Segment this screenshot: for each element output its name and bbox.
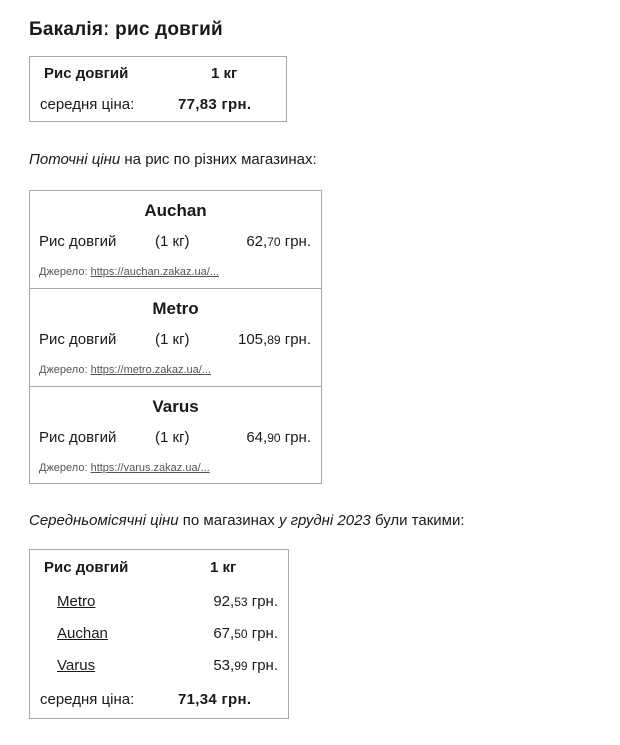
store-product: Рис довгий <box>39 331 117 348</box>
price-currency: грн. <box>280 331 311 348</box>
store-card-varus <box>30 386 321 483</box>
store-unit: (1 кг) <box>155 233 190 250</box>
price-dec: 50 <box>234 627 248 641</box>
price-dec: 89 <box>267 333 281 347</box>
price-int: 64, <box>246 429 268 446</box>
price-int: 67, <box>213 625 235 642</box>
monthly-unit: 1 кг <box>210 559 237 576</box>
store-card-auchan <box>30 191 321 288</box>
current-prices-intro <box>29 151 317 168</box>
source-link[interactable]: https://metro.zakaz.ua/... <box>90 364 212 376</box>
price-int: 105, <box>238 331 268 348</box>
monthly-intro-end: були такими: <box>370 512 465 529</box>
summary-avg-value: 77,83 грн. <box>178 96 252 113</box>
monthly-intro-italic2: у грудні 2023 <box>278 512 371 529</box>
source-label: Джерело: <box>39 266 91 278</box>
monthly-prices-intro <box>29 512 465 529</box>
source-label: Джерело: <box>39 364 91 376</box>
monthly-intro-mid: по магазинах <box>178 512 279 529</box>
store-unit: (1 кг) <box>155 331 190 348</box>
store-source <box>39 462 210 474</box>
source-link[interactable]: https://auchan.zakaz.ua/... <box>90 266 219 278</box>
price-currency: грн. <box>247 657 278 674</box>
intro-rest: на рис по різних магазинах: <box>120 151 317 168</box>
price-currency: грн. <box>247 593 278 610</box>
monthly-store-link[interactable]: Varus <box>57 657 96 674</box>
price-currency: грн. <box>280 429 311 446</box>
price-int: 62, <box>246 233 268 250</box>
summary-table <box>29 56 287 122</box>
price-int: 92, <box>213 593 235 610</box>
summary-product: Рис довгий <box>44 65 129 82</box>
monthly-table <box>29 549 289 719</box>
price-currency: грн. <box>280 233 311 250</box>
store-name: Varus <box>152 397 199 416</box>
source-label: Джерело: <box>39 462 91 474</box>
monthly-avg-label: середня ціна: <box>40 691 135 708</box>
monthly-price <box>213 657 278 674</box>
price-dec: 70 <box>267 235 281 249</box>
store-name: Auchan <box>144 201 207 220</box>
monthly-price <box>213 625 278 642</box>
monthly-store-link[interactable]: Auchan <box>57 625 108 642</box>
intro-italic: Поточні ціни <box>29 151 121 168</box>
price-dec: 90 <box>267 431 281 445</box>
monthly-intro-italic1: Середньомісячні ціни <box>29 512 179 529</box>
price-dec: 99 <box>234 659 248 673</box>
source-link[interactable]: https://varus.zakaz.ua/... <box>90 462 210 474</box>
store-name: Metro <box>152 299 199 318</box>
stores-table <box>29 190 322 484</box>
store-source <box>39 364 211 376</box>
store-card-metro <box>30 288 321 385</box>
store-source <box>39 266 219 278</box>
store-price <box>238 331 311 348</box>
store-price <box>246 429 311 446</box>
summary-avg-label: середня ціна: <box>40 96 135 113</box>
monthly-price <box>213 593 278 610</box>
store-product: Рис довгий <box>39 233 117 250</box>
store-product: Рис довгий <box>39 429 117 446</box>
monthly-product: Рис довгий <box>44 559 129 576</box>
page-title: Бакаліяː рис довгий <box>29 19 223 40</box>
price-dec: 53 <box>234 595 248 609</box>
monthly-store-link[interactable]: Metro <box>57 593 96 610</box>
monthly-avg-value: 71,34 грн. <box>178 691 252 708</box>
price-currency: грн. <box>247 625 278 642</box>
store-unit: (1 кг) <box>155 429 190 446</box>
price-int: 53, <box>213 657 235 674</box>
store-price <box>246 233 311 250</box>
summary-unit: 1 кг <box>211 65 238 82</box>
